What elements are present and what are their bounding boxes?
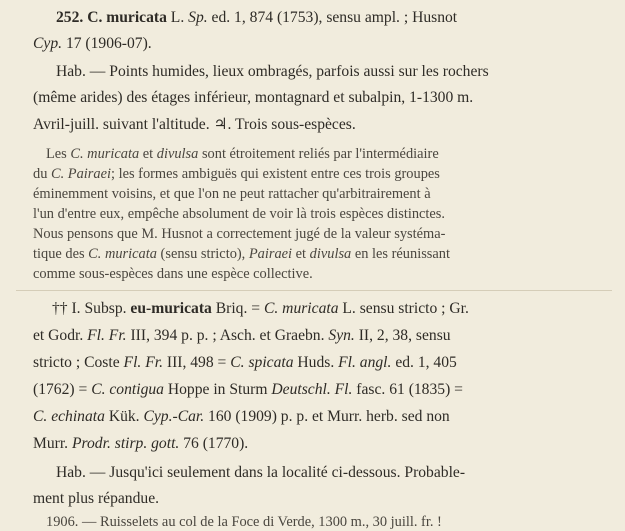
taxon-ref: C. contigua [91,381,164,398]
note-text: et [142,146,154,162]
reference-title: Fl. angl. [338,354,392,371]
note-line [33,166,440,183]
subspecies-text: L. sensu stricto ; Gr. [342,300,469,317]
subspecies-text: III, 498 = [166,354,227,371]
reference-title: Deutschl. Fl. [271,381,353,398]
habitat-line: (même arides) des étages inférieur, montagnard et subalpin, 1-1300 m. [33,89,474,106]
subspecies-line [33,381,463,399]
note-line: Nous pensons que M. Husnot a correctement jugé de la valeur systéma- [33,226,446,242]
habitat-line: Avril-juill. suivant l'altitude. ♃. Trois sous-espèces. [33,116,356,133]
note-line: comme sous-espèces dans une espèce collective. [33,266,313,282]
subspecies-text: 76 (1770). [183,435,249,452]
taxon-ref: C. echinata [33,408,105,425]
subspecies-name: eu-muricata [130,300,212,317]
entry-number: 252. [56,9,84,26]
subspecies-line [52,300,469,318]
subspecies-line [33,327,451,345]
note-text: du [33,166,48,182]
subspecies-text: et Godr. [33,327,84,344]
note-text: en les réunissant [354,246,450,262]
note-text: sont étroitement reliés par l'intermédiaire [201,146,439,162]
subspecies-text: (1762) = [33,381,88,398]
habitat-line: Hab. — Jusqu'ici seulement dans la localité ci-dessous. Probable- [56,464,466,481]
reference-title: Sp. [188,9,208,26]
note-text: et [295,246,307,262]
subspecies-line [33,354,457,372]
taxon-ref: C. muricata [70,146,140,162]
subspecies-text: II, 2, 38, sensu [358,327,451,344]
habitat-line: Hab. — Points humides, lieux ombragés, parfois aussi sur les rochers [56,63,489,80]
note-line: l'un d'entre eux, empêche absolument de voir là trois espèces distinctes. [33,206,445,222]
note-text: ; les formes ambiguës qui existent entre ces trois groupes [110,166,440,182]
taxon-ref: divulsa [309,246,352,262]
entry-header-line-2 [33,35,152,53]
note-text: Les [46,146,67,162]
subspecies-text: Murr. [33,435,69,452]
note-text: tique des [33,246,85,262]
subspecies-text: Hoppe in Sturm [167,381,268,398]
subspecies-text: Huds. [297,354,335,371]
subspecies-text: ed. 1, 405 [395,354,457,371]
subspecies-line [33,435,248,453]
taxon-ref: Pairaei [248,246,293,262]
reference-detail: ed. 1, 874 (1753), sensu ampl. ; Husnot [211,9,458,26]
subspecies-text: Kük. [108,408,140,425]
taxon-ref: C. Pairaei [51,166,111,182]
subspecies-text: III, 394 p. p. ; Asch. et Graebn. [130,327,325,344]
note-line [46,146,439,163]
locality-line: 1906. — Ruisselets au col de la Foce di Verde, 1300 m., 30 juill. fr. ! [46,514,442,530]
taxon-name: C. muricata [87,9,167,26]
subspecies-text: Briq. = [215,300,261,317]
reference-title: Fl. Fr. [87,327,127,344]
divider [16,290,612,291]
subspecies-label: †† I. Subsp. [52,300,127,317]
subspecies-text: 160 (1909) p. p. et Murr. herb. sed non [208,408,450,425]
reference-title: Cyp.-Car. [143,408,205,425]
taxon-ref: C. muricata [263,300,339,317]
note-line [33,246,450,263]
taxon-author: L. [170,9,185,26]
reference-title: Syn. [328,327,355,344]
subspecies-text: fasc. 61 (1835) = [356,381,463,398]
habitat-line: ment plus répandue. [33,490,160,507]
entry-header-line-1 [56,9,457,27]
note-line: éminemment voisins, et que l'on ne peut rattacher qu'arbitrairement à [33,186,431,202]
subspecies-text: stricto ; Coste [33,354,120,371]
taxon-ref: C. spicata [230,354,294,371]
taxon-ref: divulsa [156,146,199,162]
taxon-ref: C. muricata [88,246,157,262]
reference-title: Fl. Fr. [123,354,163,371]
reference-title: Cyp. [33,35,63,52]
reference-detail: 17 (1906-07). [65,35,152,52]
reference-title: Prodr. stirp. gott. [72,435,180,452]
subspecies-line [33,408,450,426]
note-text: (sensu stricto), [160,246,246,262]
